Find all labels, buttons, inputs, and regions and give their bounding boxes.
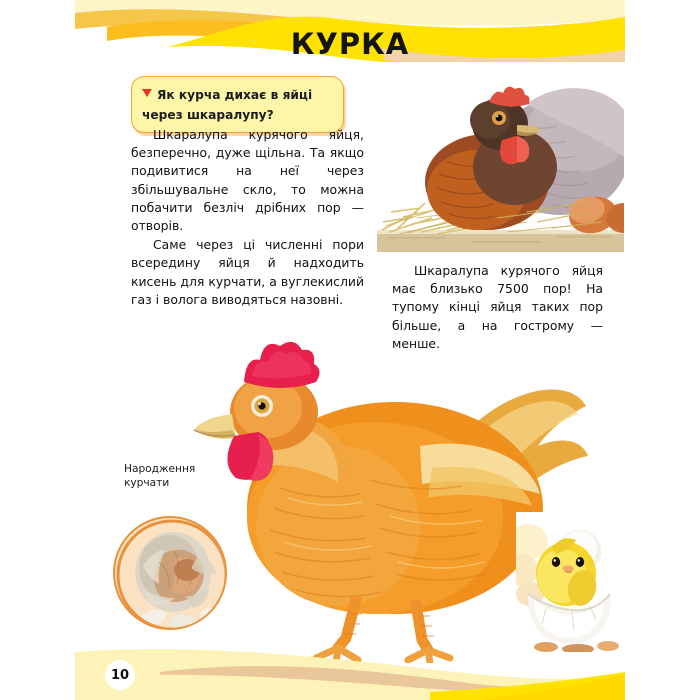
photo-hatching-circle xyxy=(113,516,227,630)
hen-eye-glint xyxy=(496,115,498,117)
caption-hatching: Народження курчати xyxy=(124,463,196,489)
page-title: КУРКА xyxy=(290,27,410,61)
chick-eye-left xyxy=(552,557,560,567)
chick-eye-glint-right xyxy=(578,559,581,562)
hatching-circle-illustration xyxy=(115,518,227,630)
bottom-left-mask xyxy=(0,630,75,700)
bottom-right-mask xyxy=(625,630,700,700)
hen-eye-glint xyxy=(258,402,261,405)
page-number: 10 xyxy=(105,660,135,690)
bottom-decorative-waves xyxy=(0,630,700,700)
main-text-column xyxy=(131,126,364,309)
photo-hen-on-nest xyxy=(377,62,624,252)
chick-eye-right xyxy=(576,557,584,567)
paragraph-1: Шкаралупа курячого яйця, безперечно, дуже щільна. Та якщо подивитися на неї через збільшувальне скло, то можна побачити безліч дрібних пор — отворів. xyxy=(131,127,364,234)
question-callout[interactable] xyxy=(131,76,344,133)
question-text: Як курча дихає в яйці через шкаралупу? xyxy=(142,88,313,122)
paragraph-2: Саме через ці численні пори всередину яйця й надходить кисень для курчати, а вуглекислий газ і волога виводяться назовні. xyxy=(131,237,364,307)
chick-eye-glint-left xyxy=(554,559,557,562)
bottom-wave-svg xyxy=(0,630,700,700)
side-paragraph-1: Шкаралупа курячого яйця має близько 7500 пор! На тупому кінці яйця таких пор більше, а на гострому — менше. xyxy=(392,263,603,351)
hen-on-nest-illustration xyxy=(377,62,624,252)
triangle-down-icon xyxy=(142,89,152,97)
